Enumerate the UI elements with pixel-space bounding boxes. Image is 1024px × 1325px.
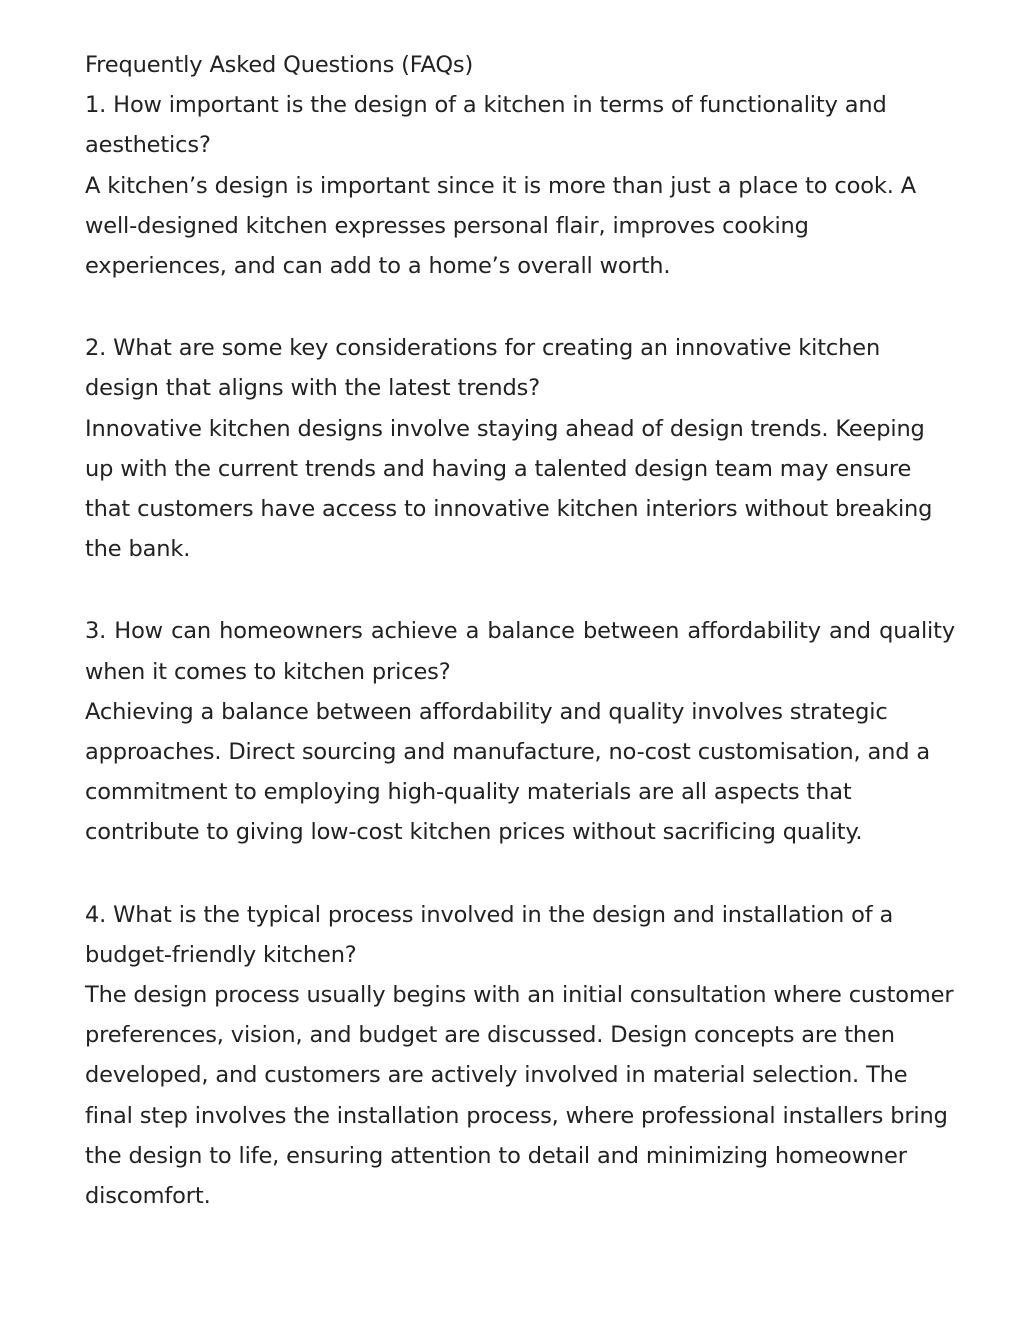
faq-answer-3: Achieving a balance between affordability and quality involves strategic approaches. Direct sourcing and manufacture, no-cost customisation, and a commitment to employing high-quality materials are all aspects that contribute to giving low-cost kitchen prices without sacrificing quality. [85, 698, 931, 846]
faq-item-2 [85, 328, 955, 569]
faq-item-3 [85, 611, 955, 852]
faq-question-3: 3. How can homeowners achieve a balance between affordability and quality when it comes to kitchen prices? [85, 618, 955, 685]
faq-question-1: 1. How important is the design of a kitchen in terms of functionality and aesthetics? [85, 92, 887, 159]
faq-answer-4: The design process usually begins with an initial consultation where customer preferences, vision, and budget are discussed. Design concepts are then developed, and customers are actively involved in material selection. The final step involves the installation process, where professional installers bring the design to life, ensuring attention to detail and minimizing homeowner discomfort. [85, 982, 954, 1210]
page-title: Frequently Asked Questions (FAQs) [85, 52, 474, 78]
faq-question-4: 4. What is the typical process involved in the design and installation of a budget-friendly kitchen? [85, 901, 894, 968]
faq-answer-1: A kitchen’s design is important since it is more than just a place to cook. A well-designed kitchen expresses personal flair, improves cooking experiences, and can add to a home’s overall worth. [85, 172, 916, 280]
faq-document [85, 45, 955, 1216]
faq-item-4 [85, 895, 955, 1217]
faq-answer-2: Innovative kitchen designs involve staying ahead of design trends. Keeping up with the current trends and having a talented design team may ensure that customers have access to innovative kitchen interiors without breaking the bank. [85, 415, 933, 563]
faq-item-1 [85, 85, 955, 286]
faq-question-2: 2. What are some key considerations for creating an innovative kitchen design that aligns with the latest trends? [85, 335, 881, 402]
